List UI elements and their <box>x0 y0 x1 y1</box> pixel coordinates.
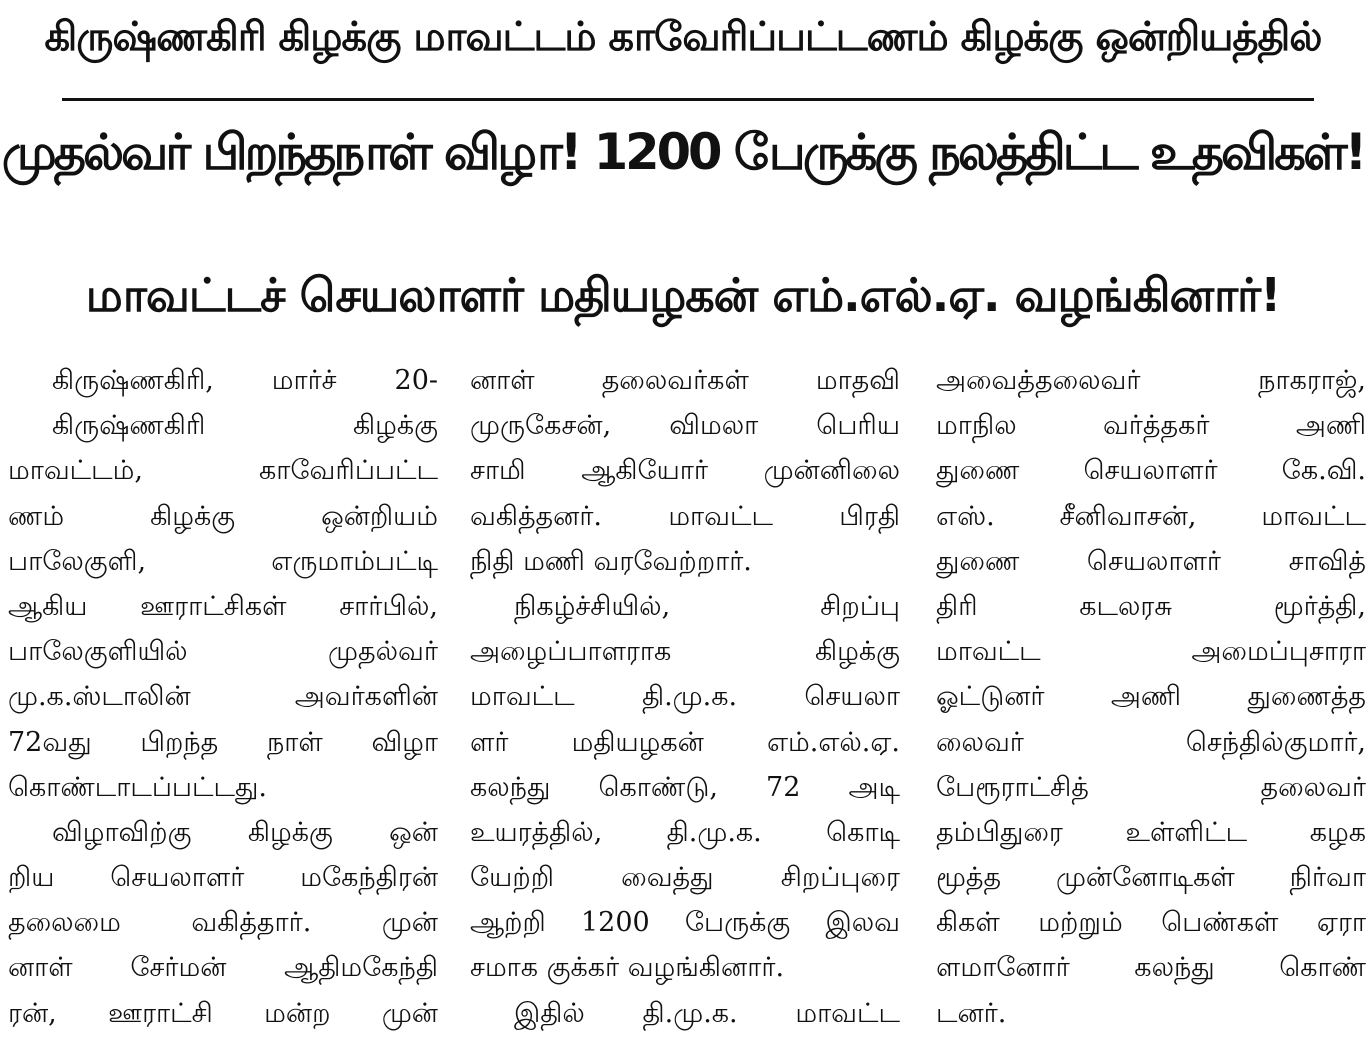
article-line: டனர். <box>936 997 1007 1029</box>
article-line: மாவட்ட தி.மு.க. செயலா <box>470 681 900 713</box>
article-line: ரன், ஊராட்சி மன்ற முன் <box>8 997 438 1029</box>
article-line: ஆகிய ஊராட்சிகள் சார்பில், <box>8 590 438 622</box>
article-line: மூத்த முன்னோடிகள் நிர்வா <box>936 862 1366 894</box>
article-line: மாவட்டம், காவேரிப்பட்ட <box>8 455 438 487</box>
subheadline: மாவட்டச் செயலாளர் மதியழகன் எம்.எல்.ஏ. வழங்கினார்! <box>85 268 1281 322</box>
article-line: எஸ். சீனிவாசன், மாவட்ட <box>936 500 1366 532</box>
article-line: ஆற்றி 1200 பேருக்கு இலவ <box>470 907 900 939</box>
article-line: லைவர் செந்தில்குமார், <box>936 726 1366 758</box>
article-line: விழாவிற்கு கிழக்கு ஒன் <box>52 816 438 848</box>
article-line: பாலேகுளி, எருமாம்பட்டி <box>8 545 438 577</box>
article-line: அவைத்தலைவர் நாகராஜ், <box>936 365 1366 396</box>
article-line: மு.க.ஸ்டாலின் அவர்களின் <box>8 681 438 713</box>
article-line: தலைமை வகித்தார். முன் <box>8 907 438 939</box>
article-line: ளமானோர் கலந்து கொண் <box>936 952 1366 984</box>
article-line: னாள் தலைவர்கள் மாதவி <box>470 365 900 396</box>
article-line: ஓட்டுனர் அணி துணைத்த <box>936 681 1366 713</box>
article-line: நிதி மணி வரவேற்றார். <box>470 545 752 577</box>
article-line: பாலேகுளியில் முதல்வர் <box>8 636 438 668</box>
article-line: அழைப்பாளராக கிழக்கு <box>470 636 900 668</box>
article-column-2 <box>470 358 900 1036</box>
article-line: திரி கடலரசு மூர்த்தி, <box>936 590 1366 622</box>
article-column-3 <box>936 358 1366 1036</box>
article-line: கொண்டாடப்பட்டது. <box>8 771 267 803</box>
article-line: முருகேசன், விமலா பெரிய <box>470 410 900 442</box>
article-line: மாவட்ட அமைப்புசாரா <box>936 636 1366 668</box>
article-line: யேற்றி வைத்து சிறப்புரை <box>470 862 900 894</box>
article-line: ளர் மதியழகன் எம்.எல்.ஏ. <box>470 726 900 758</box>
article-line: னாள் சேர்மன் ஆதிமகேந்தி <box>8 952 438 984</box>
article-line: துணை செயலாளர் சாவித் <box>936 545 1366 577</box>
article-line: றிய செயலாளர் மகேந்திரன் <box>8 862 438 894</box>
article-line: இதில் தி.மு.க. மாவட்ட <box>514 997 900 1029</box>
article-line: ணம் கிழக்கு ஒன்றியம் <box>8 500 438 532</box>
article-line: கலந்து கொண்டு, 72 அடி <box>470 771 900 803</box>
article-line: சாமி ஆகியோர் முன்னிலை <box>470 455 900 487</box>
article-line: நிகழ்ச்சியில், சிறப்பு <box>514 590 900 622</box>
article-line: உயரத்தில், தி.மு.க. கொடி <box>470 816 900 848</box>
article-line: 72வது பிறந்த நாள் விழா <box>8 726 438 758</box>
article-line: கிகள் மற்றும் பெண்கள் ஏரா <box>936 907 1366 939</box>
article-line: துணை செயலாளர் கே.வி. <box>936 455 1366 487</box>
kicker-divider <box>62 98 1314 101</box>
article-column-1 <box>8 358 438 1036</box>
article-line: வகித்தனர். மாவட்ட பிரதி <box>470 500 900 532</box>
headline: முதல்வர் பிறந்தநாள் விழா! 1200 பேருக்கு நலத்திட்ட உதவிகள்! <box>1 123 1365 181</box>
article-line: கிருஷ்ணகிரி, மார்ச் 20- <box>52 365 438 396</box>
article-line: சமாக குக்கர் வழங்கினார். <box>470 952 785 984</box>
article-line: மாநில வர்த்தகர் அணி <box>936 410 1366 442</box>
article-line: தம்பிதுரை உள்ளிட்ட கழக <box>936 816 1366 848</box>
article-line: பேரூராட்சித் தலைவர் <box>936 771 1366 803</box>
article-line: கிருஷ்ணகிரி கிழக்கு <box>52 410 438 442</box>
kicker-heading: கிருஷ்ணகிரி கிழக்கு மாவட்டம் காவேரிப்பட்டணம் கிழக்கு ஒன்றியத்தில் <box>44 14 1322 60</box>
